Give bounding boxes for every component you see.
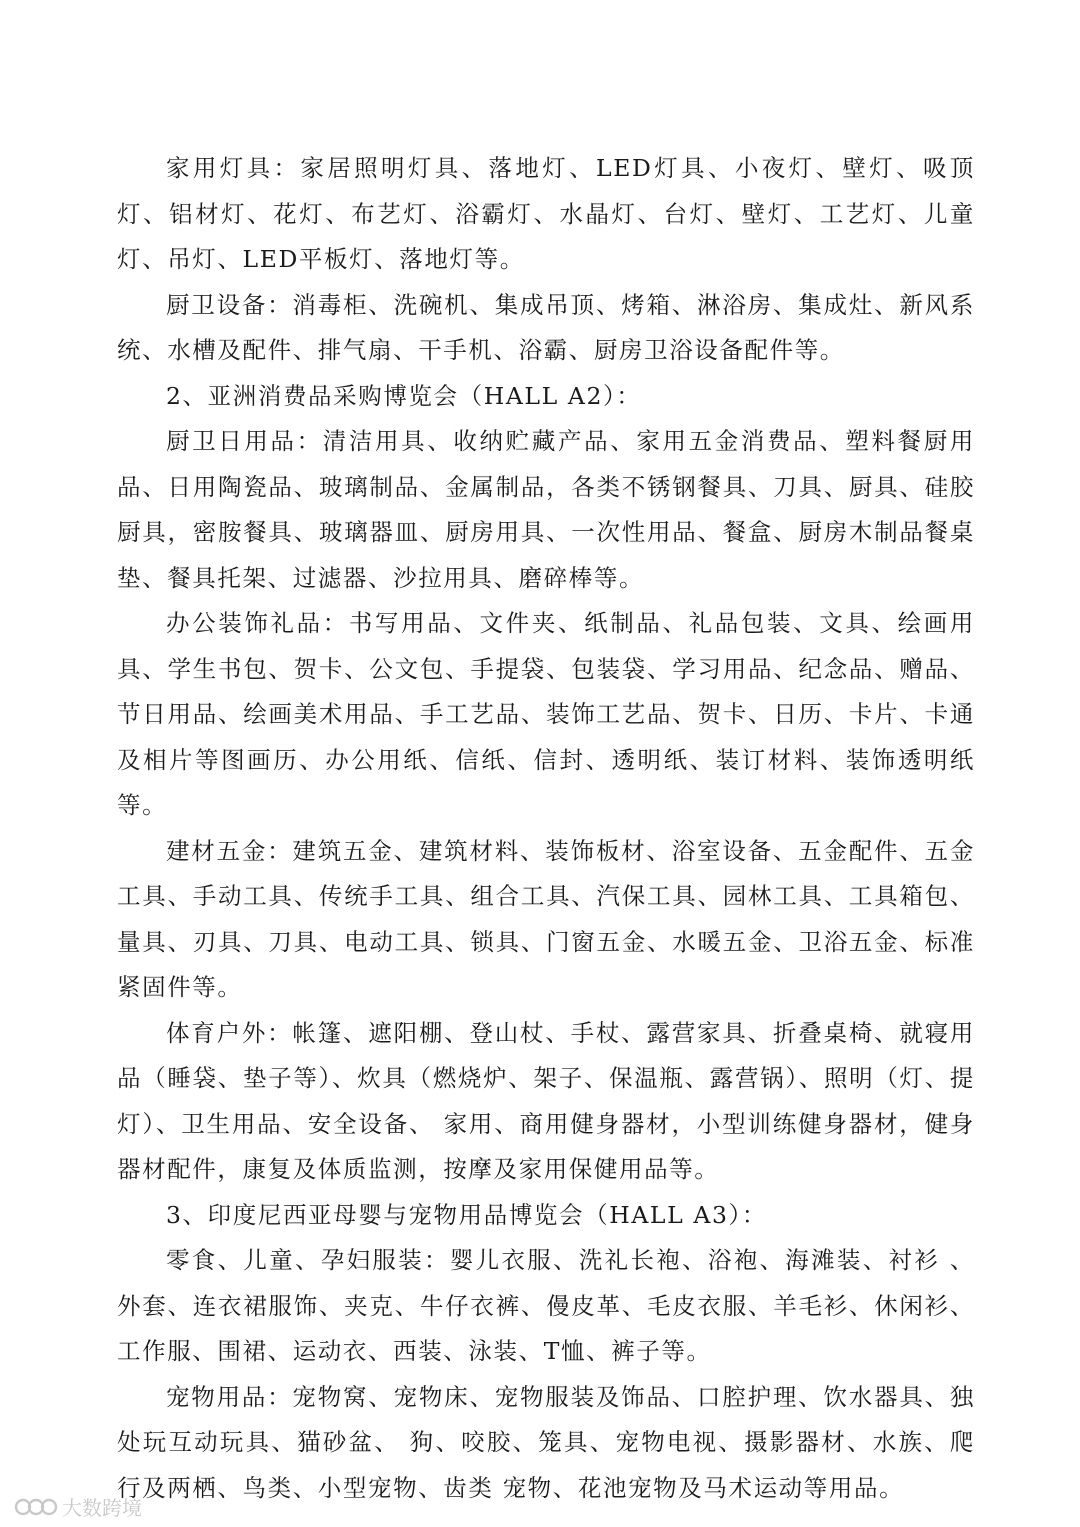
paragraph-kids-maternity-apparel: 零食、儿童、孕妇服装：婴儿衣服、洗礼长袍、浴袍、海滩装、衬衫 、外套、连衣裙服饰、夹克、牛仔衣裤、僈皮革、毛皮衣服、羊毛衫、休闲衫、工作服、围裙、运动衣、西装、泳装、T恤、裤子等。 <box>117 1246 975 1365</box>
paragraph-pet-supplies: 宠物用品：宠物窝、宠物床、宠物服装及饰品、口腔护理、饮水器具、独处玩互动玩具、猫砂盆、 狗、咬胶、笼具、宠物电视、摄影器材、水族、爬行及两栖、鸟类、小型宠物、齿类 宠物、花池宠物及马术运动等用品。 <box>117 1382 975 1502</box>
section-heading-hall-a3: 3、印度尼西亚母婴与宠物用品博览会（HALL A3）： <box>166 1200 767 1229</box>
paragraph-sports-outdoor: 体育户外：帐篷、遮阳棚、登山杖、手杖、露营家具、折叠桌椅、就寝用品（睡袋、垫子等）、炊具（燃烧炉、架子、保温瓶、露营锅）、照明（灯、提灯）、卫生用品、安全设备、 家用、商用健身器材，小型训练健身器材，健身器材配件，康复及体质监测，按摩及家用保健用品等。 <box>117 1018 975 1183</box>
paragraph-home-lighting: 家用灯具：家居照明灯具、落地灯、LED灯具、小夜灯、壁灯、吸顶灯、铝材灯、花灯、布艺灯、浴霸灯、水晶灯、台灯、壁灯、工艺灯、儿童灯、吊灯、LED平板灯、落地灯等。 <box>117 154 975 273</box>
section-heading-hall-a2: 2、亚洲消费品采购博览会（HALL A2）： <box>166 381 642 410</box>
paragraph-office-gifts: 办公装饰礼品：书写用品、文件夹、纸制品、礼品包装、文具、绘画用具、学生书包、贺卡、公文包、手提袋、包装袋、学习用品、纪念品、赠品、节日用品、绘画美术用品、手工艺品、装饰工艺品、贺卡、日历、卡片、卡通及相片等图画历、办公用纸、信纸、信封、透明纸、装订材料、装饰透明纸等。 <box>117 609 975 819</box>
document-body <box>117 146 975 1511</box>
brand-logo-icon <box>14 1494 58 1520</box>
paragraph-kitchen-bath-equipment: 厨卫设备：消毒柜、洗碗机、集成吊顶、烤箱、淋浴房、集成灶、新风系统、水槽及配件、排气扇、干手机、浴霸、厨房卫浴设备配件等。 <box>117 290 975 364</box>
paragraph-kitchen-daily-goods: 厨卫日用品：清洁用具、收纳贮藏产品、家用五金消费品、塑料餐厨用品、日用陶瓷品、玻璃制品、金属制品，各类不锈钢餐具、刀具、厨具、硅胶厨具，密胺餐具、玻璃器皿、厨房用具、一次性用品、餐盒、厨房木制品餐桌垫、餐具托架、过滤器、沙拉用具、磨碎棒等。 <box>117 427 975 592</box>
watermark-text: 大数跨境 <box>62 1496 142 1520</box>
paragraph-building-hardware: 建材五金：建筑五金、建筑材料、装饰板材、浴室设备、五金配件、五金工具、手动工具、传统手工具、组合工具、汽保工具、园林工具、工具箱包、量具、刃具、刀具、电动工具、锁具、门窗五金、水暖五金、卫浴五金、标准紧固件等。 <box>117 836 975 1001</box>
watermark <box>14 1492 142 1521</box>
